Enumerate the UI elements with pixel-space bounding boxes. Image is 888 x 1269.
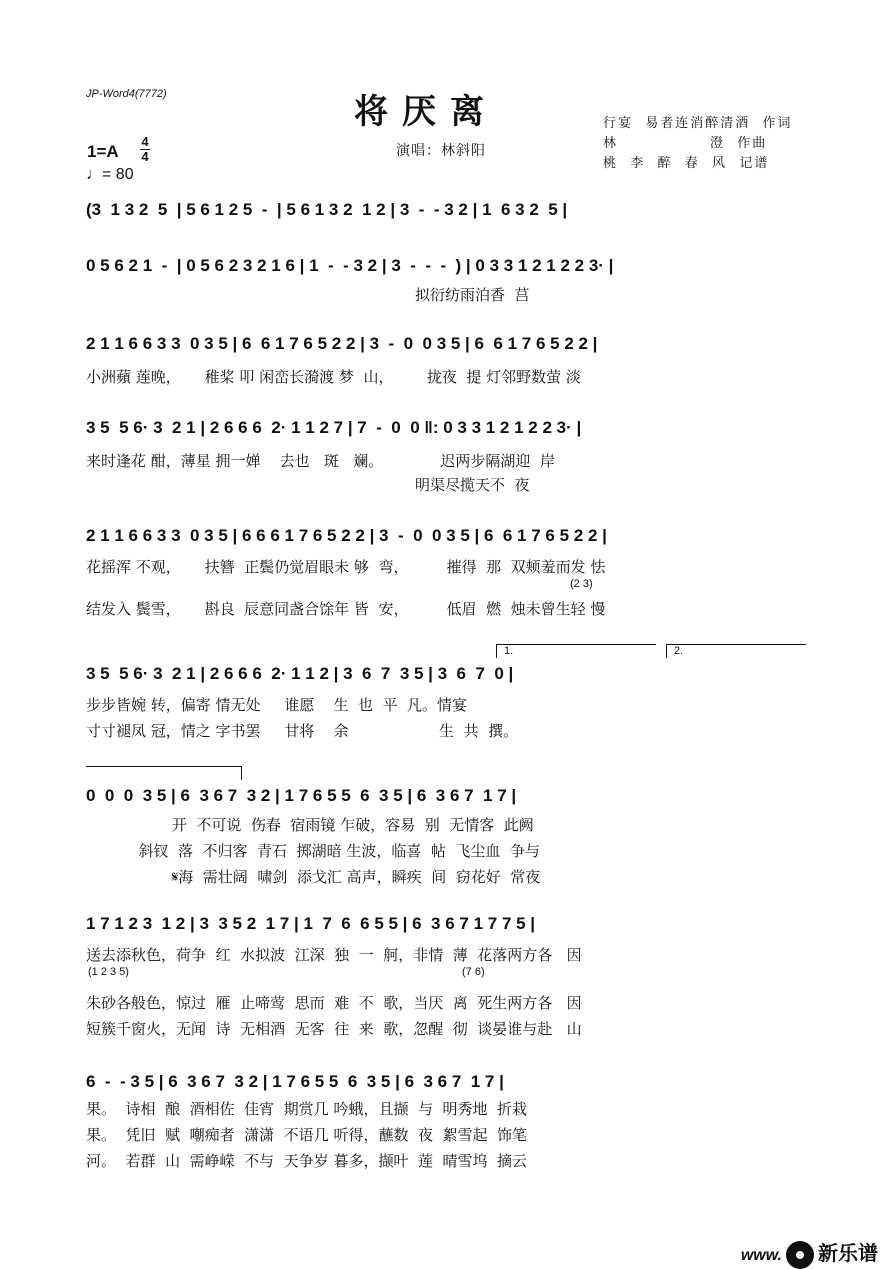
time-sig-top: 4: [141, 134, 149, 149]
volta-1-label: 1.: [504, 645, 514, 657]
notes-system-7: 0 0 0 3 5 | 6 3 6 7 3 2 | 1 7 6 5 5 6 3 5 | 6 3 6 7 1 7 |: [86, 786, 517, 805]
watermark-site: www.: [740, 1247, 782, 1264]
notes-system-3: 2 1 1 6 6 3 3 0 3 5 | 6 6 1 7 6 5 2 2 | 3 - 0 0 3 5 | 6 6 1 7 6 5 2 2 |: [86, 334, 598, 353]
lyric-s9-l2: 果。 凭旧 赋 嘲痴者 潇潇 不语几 听得，蘸数 夜 絮雪起 饰笔: [86, 1126, 528, 1144]
volta-continuation-edge: [241, 766, 242, 780]
lyric-s8-l2: 朱砂各般色，惊过 雁 止啼莺 思而 难 不 歌，当厌 离 死生两方各 因: [86, 994, 582, 1012]
record-disc-icon: [786, 1241, 814, 1269]
volta-2-label: 2.: [674, 645, 684, 657]
alt-notes-1235: (1 2 3 5): [88, 966, 129, 978]
lyric-s8-l1: 送去添秋色，荷争 红 水拟波 江深 独 一 舸，非情 薄 花落两方各 因: [86, 946, 582, 964]
lyric-s5-l1: 花摇浑 不观， 扶簪 正鬓仍觉眉眼未 够 弯， 摧得 那 双颊羞而发 怯: [86, 558, 606, 576]
source-label: JP-Word4(7772): [86, 88, 167, 100]
watermark: [730, 1214, 878, 1269]
notes-system-9: 6 - - 3 5 | 6 3 6 7 3 2 | 1 7 6 5 5 6 3 5 | 6 3 6 7 1 7 |: [86, 1072, 504, 1091]
tempo-mark: ♩= 80: [86, 166, 134, 183]
alt-notes-76: (7 6): [462, 966, 485, 978]
alt-notes-23: (2 3): [570, 578, 593, 590]
key-signature: 1=A: [87, 142, 119, 161]
lyric-s6-l1: 步步皆婉 转，偏寄 情无处 谁愿 生 也 平 凡。情宴: [86, 696, 468, 714]
lyric-s9-l3: 河。 若群 山 需峥嵘 不与 天争岁 暮多，撷叶 莲 晴雪坞 摘云: [86, 1152, 528, 1170]
notes-system-8: 1 7 1 2 3 1 2 | 3 3 5 2 1 7 | 1 7 6 6 5 5 | 6 3 6 7 1 7 7 5 |: [86, 914, 536, 933]
lyric-s3-l1: 小洲蘋 莲晚， 稚桨 叩 闲峦长漪渡 梦 山， 拢夜 提 灯邻野数萤 淡: [86, 368, 581, 386]
composer-credit: 林 澄 作曲: [603, 136, 768, 151]
lyricist-credit: 行宴 易者连消醉清酒 作词: [603, 116, 793, 131]
transcriber-credit: 桃 李 醉 春 风 记谱: [603, 156, 770, 171]
lyric-s7-l2: 斜钗 落 不归客 青石 掷湖暗 生波，临喜 帖 飞尘血 争与: [86, 842, 540, 860]
singer-credit: 演唱：林斜阳: [396, 143, 486, 159]
notes-system-4: 3 5 5 6· 3 2 1 | 2 6 6 6 2· 1 1 2 7 | 7 - 0 0 ‖: 0 3 3 1 2 1 2 2 3· |: [86, 418, 582, 437]
volta-2-bracket: [666, 644, 806, 645]
volta-1-edge: [496, 644, 497, 658]
lyric-s2-l1: 拟衍纺雨泊香 莒: [86, 286, 530, 304]
lyric-s4-l2: 明渠尽揽天不 夜: [86, 476, 530, 494]
lyric-s6-l2: 寸寸褪凤 冠，情之 字书罢 甘将 余 生 共 撰。: [86, 722, 519, 740]
volta-2-edge: [666, 644, 667, 658]
lyric-s9-l1: 果。 诗相 酿 酒相佐 佳宵 期赏几 吟蛾，且撷 与 明秀地 折栽: [86, 1100, 528, 1118]
lyric-s7-l3: 𝄋海 需壮阔 啸剑 添戈汇 高声，瞬疾 间 窃花好 常夜: [86, 868, 541, 886]
notes-system-6: 3 5 5 6· 3 2 1 | 2 6 6 6 2· 1 1 2 | 3 6 7 3 5 | 3 6 7 0 |: [86, 664, 514, 683]
song-title: 将厌离: [354, 92, 498, 132]
lyric-s5-l2: 结发入 鬓雪， 斟良 辰意同盏合馀年 皆 安， 低眉 燃 烛未曾生轻 慢: [86, 600, 606, 618]
notes-system-1: (3 1 3 2 5 | 5 6 1 2 5 - | 5 6 1 3 2 1 2 | 3 - - 3 2 | 1 6 3 2 5 |: [86, 200, 568, 219]
volta-1-bracket: [496, 644, 656, 645]
time-sig-bottom: 4: [141, 149, 149, 164]
time-signature: [140, 136, 150, 163]
notes-system-2: 0 5 6 2 1 - | 0 5 6 2 3 2 1 6 | 1 - - 3 2 | 3 - - - ) | 0 3 3 1 2 1 2 2 3· |: [86, 256, 614, 275]
lyric-s4-l1: 来时逢花 酣，薄星 拥一婵 去也 斑 斓。 迟两步隔湖迎 岸: [86, 452, 555, 470]
lyric-s8-l3: 短簇千窗火，无闻 诗 无相酒 无客 往 来 歌，忽醒 彻 谈晏谁与赴 山: [86, 1020, 582, 1038]
volta-continuation: [86, 766, 242, 767]
watermark-brand: 新乐谱: [818, 1243, 878, 1265]
lyric-s7-l1: 开 不可说 伤春 宿雨镜 乍破，容易 别 无情客 此阙: [86, 816, 534, 834]
notes-system-5: 2 1 1 6 6 3 3 0 3 5 | 6 6 6 1 7 6 5 2 2 | 3 - 0 0 3 5 | 6 6 1 7 6 5 2 2 |: [86, 526, 607, 545]
